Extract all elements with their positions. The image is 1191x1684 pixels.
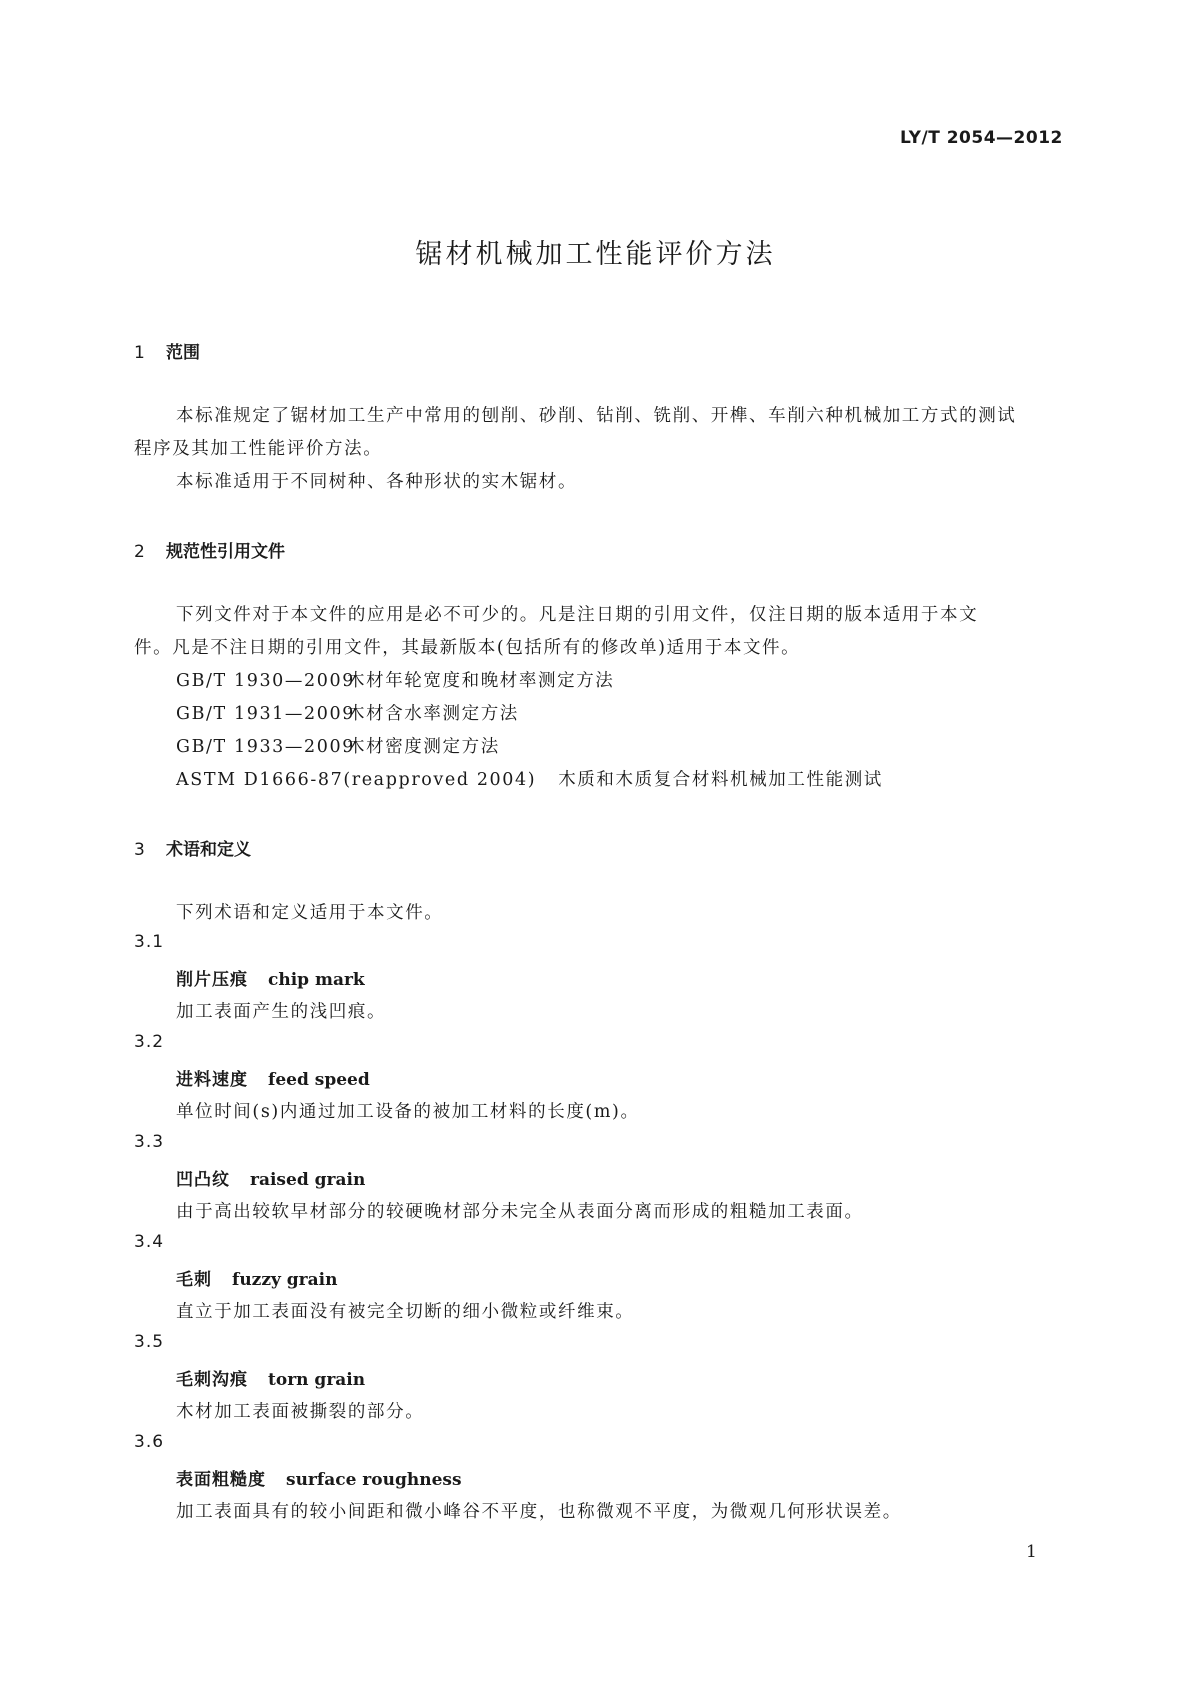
term-number: 3.5: [134, 1332, 165, 1352]
section-heading-scope: [134, 338, 200, 363]
term-definition: 加工表面具有的较小间距和微小峰谷不平度，也称微观不平度，为微观几何形状误差。: [176, 1502, 902, 1522]
term-zh: 凹凸纹: [176, 1170, 230, 1190]
section-number: 3: [134, 840, 145, 860]
paragraph: 本标准规定了锯材加工生产中常用的刨削、砂削、钻削、铣削、开榫、车削六种机械加工方式的测试: [176, 406, 1017, 426]
paragraph: 程序及其加工性能评价方法。: [134, 439, 383, 459]
paragraph: 件。凡是不注日期的引用文件，其最新版本(包括所有的修改单)适用于本文件。: [134, 638, 801, 658]
term-definition: 加工表面产生的浅凹痕。: [176, 1002, 387, 1022]
term-entry: [176, 965, 365, 990]
reference-item: [176, 667, 614, 692]
term-entry: [176, 1365, 365, 1390]
paragraph: 下列术语和定义适用于本文件。: [176, 903, 444, 923]
term-entry: [176, 1465, 462, 1490]
term-entry: [176, 1165, 365, 1190]
paragraph: 本标准适用于不同树种、各种形状的实木锯材。: [176, 472, 578, 492]
reference-code: GB/T 1933—2009: [176, 737, 355, 757]
section-number: 2: [134, 542, 145, 562]
term-en: fuzzy grain: [232, 1270, 338, 1290]
reference-code: ASTM D1666-87(reapproved 2004): [176, 770, 537, 790]
term-zh: 进料速度: [176, 1070, 248, 1090]
term-en: surface roughness: [286, 1470, 462, 1490]
term-definition: 木材加工表面被撕裂的部分。: [176, 1402, 425, 1422]
reference-code: GB/T 1931—2009: [176, 704, 355, 724]
reference-title: 木质和木质复合材料机械加工性能测试: [558, 770, 883, 790]
term-definition: 单位时间(s)内通过加工设备的被加工材料的长度(m)。: [176, 1102, 640, 1122]
document-title: 锯材机械加工性能评价方法: [415, 239, 776, 270]
term-en: raised grain: [250, 1170, 366, 1190]
term-zh: 毛刺: [176, 1270, 212, 1290]
reference-title: 木材密度测定方法: [347, 737, 500, 757]
reference-item: [176, 766, 883, 791]
standard-code: LY/T 2054—2012: [900, 128, 1063, 148]
section-heading-terms-and-definitions: [134, 835, 251, 860]
term-number: 3.1: [134, 932, 165, 952]
term-en: feed speed: [268, 1070, 370, 1090]
term-entry: [176, 1065, 370, 1090]
term-number: 3.2: [134, 1032, 165, 1052]
paragraph: 下列文件对于本文件的应用是必不可少的。凡是注日期的引用文件，仅注日期的版本适用于本文: [176, 605, 979, 625]
section-title: 规范性引用文件: [166, 542, 285, 562]
section-heading-normative-references: [134, 537, 285, 562]
term-definition: 由于高出较软早材部分的较硬晚材部分未完全从表面分离而形成的粗糙加工表面。: [176, 1202, 864, 1222]
section-number: 1: [134, 343, 145, 363]
page-number: 1: [1026, 1542, 1037, 1562]
term-zh: 表面粗糙度: [176, 1470, 266, 1490]
term-zh: 削片压痕: [176, 970, 248, 990]
term-number: 3.4: [134, 1232, 165, 1252]
term-en: chip mark: [268, 970, 365, 990]
reference-title: 木材年轮宽度和晚材率测定方法: [347, 671, 615, 691]
term-number: 3.6: [134, 1432, 165, 1452]
section-title: 术语和定义: [166, 840, 251, 860]
term-en: torn grain: [268, 1370, 366, 1390]
term-definition: 直立于加工表面没有被完全切断的细小微粒或纤维束。: [176, 1302, 635, 1322]
reference-title: 木材含水率测定方法: [347, 704, 519, 724]
term-entry: [176, 1265, 337, 1290]
term-zh: 毛刺沟痕: [176, 1370, 248, 1390]
reference-item: [176, 700, 519, 725]
reference-code: GB/T 1930—2009: [176, 671, 355, 691]
term-number: 3.3: [134, 1132, 165, 1152]
section-title: 范围: [166, 343, 200, 363]
reference-item: [176, 733, 500, 758]
